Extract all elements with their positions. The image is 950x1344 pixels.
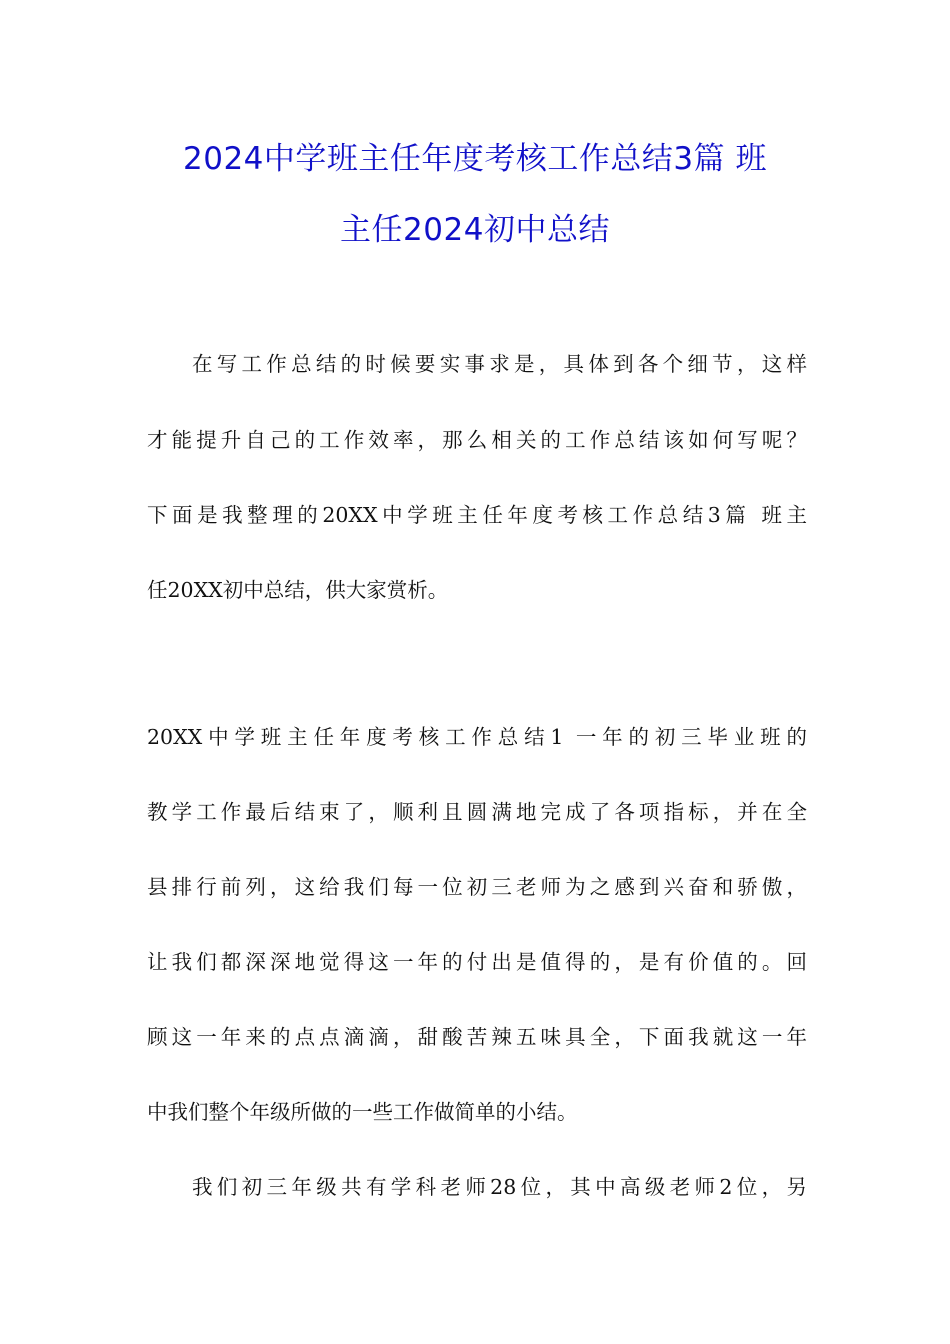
section1-line-5: 顾这一年来的点点滴滴，甜酸苦辣五味具全，下面我就这一年 bbox=[147, 1025, 807, 1049]
intro-line-4: 任20XX初中总结，供大家赏析。 bbox=[147, 578, 449, 602]
section1-line-4: 让我们都深深地觉得这一年的付出是值得的，是有价值的。回 bbox=[147, 950, 807, 974]
document-title-line-2: 主任2024初中总结 bbox=[340, 212, 610, 248]
section1-line-2: 教学工作最后结束了，顺利且圆满地完成了各项指标，并在全 bbox=[147, 800, 807, 824]
document-title-line-1: 2024中学班主任年度考核工作总结3篇 班 bbox=[183, 141, 767, 177]
section1-line-3: 县排行前列，这给我们每一位初三老师为之感到兴奋和骄傲， bbox=[147, 875, 807, 899]
para2-line-1: 我们初三年级共有学科老师28位，其中高级老师2位，另 bbox=[192, 1175, 807, 1199]
section1-line-6: 中我们整个年级所做的一些工作做简单的小结。 bbox=[147, 1100, 578, 1124]
section1-line-1: 20XX中学班主任年度考核工作总结1 一年的初三毕业班的 bbox=[147, 725, 807, 749]
intro-line-1: 在写工作总结的时候要实事求是，具体到各个细节，这样 bbox=[192, 352, 807, 376]
intro-line-3: 下面是我整理的20XX中学班主任年度考核工作总结3篇 班主 bbox=[147, 503, 807, 527]
intro-line-2: 才能提升自己的工作效率，那么相关的工作总结该如何写呢？ bbox=[147, 428, 807, 452]
